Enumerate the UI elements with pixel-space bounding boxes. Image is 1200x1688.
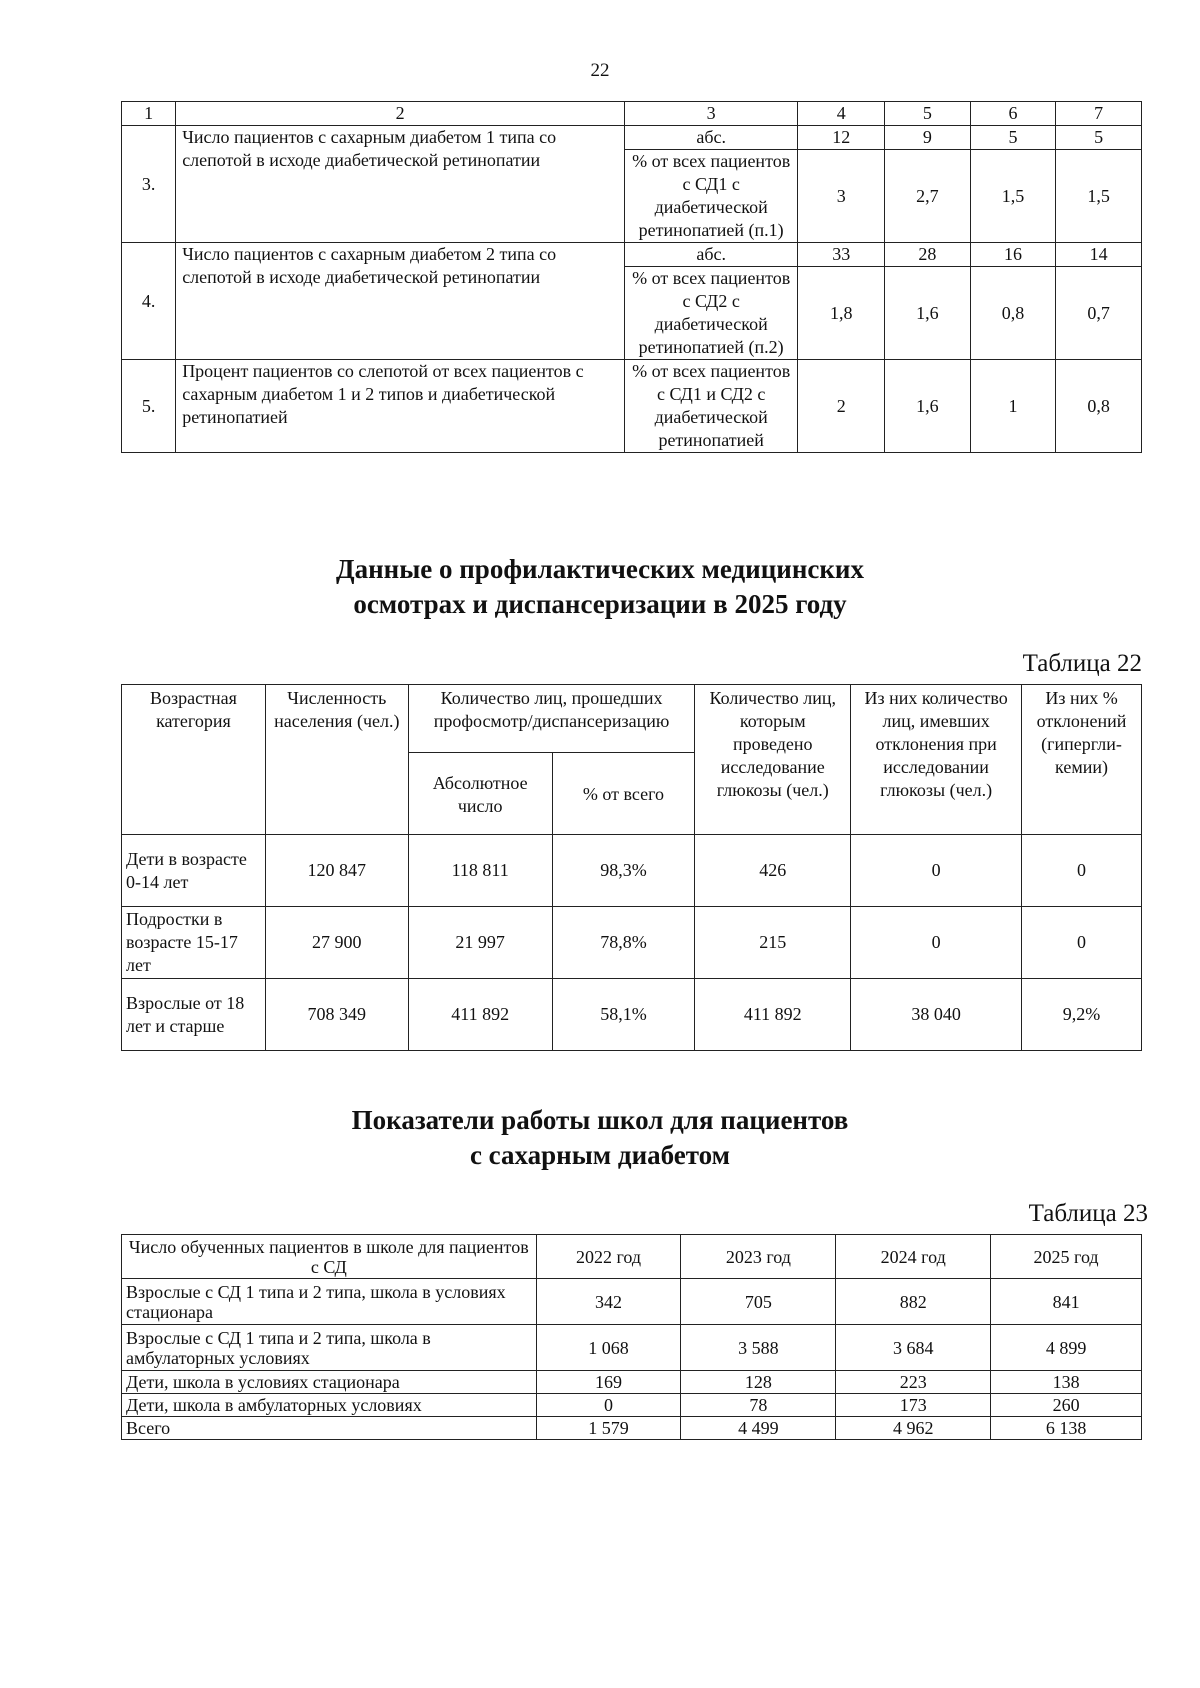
- value-cell: 260: [991, 1394, 1142, 1417]
- value-cell: 173: [836, 1394, 991, 1417]
- table-header-row: [122, 685, 1142, 753]
- value-cell: 882: [836, 1279, 991, 1325]
- value-cell: 58,1%: [552, 979, 695, 1051]
- row-label: Взрослые с СД 1 типа и 2 типа, школа в условиях стационара: [122, 1279, 537, 1325]
- value-cell: 2: [798, 360, 885, 453]
- value-cell: 2,7: [885, 150, 971, 243]
- value-cell: 841: [991, 1279, 1142, 1325]
- value-cell: 5: [970, 126, 1056, 150]
- column-number: 1: [122, 102, 176, 126]
- section-title-line: Данные о профилактических медицинских: [336, 554, 864, 584]
- value-cell: 78: [681, 1394, 836, 1417]
- value-cell: 705: [681, 1279, 836, 1325]
- value-cell: 5: [1056, 126, 1142, 150]
- value-cell: 1,6: [885, 267, 971, 360]
- table-label: Таблица 22: [1022, 650, 1142, 677]
- value-cell: 411 892: [408, 979, 552, 1051]
- value-cell: 27 900: [265, 907, 408, 979]
- table-row: [122, 907, 1142, 979]
- section-title: [0, 552, 1200, 622]
- column-number: 2: [176, 102, 625, 126]
- table-row: [122, 1394, 1142, 1417]
- table-row: [122, 1417, 1142, 1440]
- header-glucose: Количество лиц, которым проведено исследование глюкозы (чел.): [695, 685, 851, 835]
- header-age: Возрастная категория: [122, 685, 266, 835]
- value-cell: 426: [695, 835, 851, 907]
- unit-cell: абс.: [624, 126, 797, 150]
- value-cell: 9,2%: [1022, 979, 1142, 1051]
- table-header-row: [122, 102, 1142, 126]
- table-label: Таблица 23: [1028, 1200, 1148, 1227]
- column-number: 7: [1056, 102, 1142, 126]
- value-cell: 708 349: [265, 979, 408, 1051]
- value-cell: 0: [851, 907, 1022, 979]
- column-number: 5: [885, 102, 971, 126]
- header-passed-pct: % от всего: [552, 753, 695, 835]
- table-row: [122, 1279, 1142, 1325]
- value-cell: 98,3%: [552, 835, 695, 907]
- unit-cell: % от всех пациентов с СД1 и СД2 с диабетической ретинопатией: [624, 360, 797, 453]
- header-cell: Число обученных пациентов в школе для пациентов с СД: [122, 1235, 537, 1279]
- value-cell: 118 811: [408, 835, 552, 907]
- value-cell: 0: [536, 1394, 681, 1417]
- table-header-row: [122, 1235, 1142, 1279]
- value-cell: 78,8%: [552, 907, 695, 979]
- value-cell: 4 962: [836, 1417, 991, 1440]
- value-cell: 0,8: [970, 267, 1056, 360]
- table-row: [122, 1325, 1142, 1371]
- value-cell: 28: [885, 243, 971, 267]
- value-cell: 1,5: [970, 150, 1056, 243]
- value-cell: 0: [1022, 835, 1142, 907]
- value-cell: 3: [798, 150, 885, 243]
- value-cell: 223: [836, 1371, 991, 1394]
- header-deviations: Из них количество лиц, имевших отклонения при исследовании глюкозы (чел.): [851, 685, 1022, 835]
- unit-cell: % от всех пациентов с СД2 с диабетической ретинопатией (п.2): [624, 267, 797, 360]
- table-row: [122, 1371, 1142, 1394]
- row-number: 3.: [122, 126, 176, 243]
- checkup-table: [121, 684, 1142, 1051]
- value-cell: 14: [1056, 243, 1142, 267]
- header-passed: Количество лиц, прошедших профосмотр/диспансеризацию: [408, 685, 695, 753]
- section-title-line: осмотрах и диспансеризации в 2025 году: [353, 589, 847, 619]
- value-cell: 215: [695, 907, 851, 979]
- unit-cell: % от всех пациентов с СД1 с диабетической ретинопатией (п.1): [624, 150, 797, 243]
- value-cell: 138: [991, 1371, 1142, 1394]
- value-cell: 1 579: [536, 1417, 681, 1440]
- row-description: Число пациентов с сахарным диабетом 1 типа со слепотой в исходе диабетической ретинопатии: [176, 126, 625, 243]
- value-cell: 6 138: [991, 1417, 1142, 1440]
- section-title-line: с сахарным диабетом: [469, 1140, 731, 1170]
- column-number: 6: [970, 102, 1056, 126]
- column-number: 3: [624, 102, 797, 126]
- blindness-table: [121, 101, 1142, 453]
- header-cell: 2025 год: [991, 1235, 1142, 1279]
- row-number: 5.: [122, 360, 176, 453]
- table-row: [122, 360, 1142, 453]
- value-cell: 3 684: [836, 1325, 991, 1371]
- table-row: [122, 243, 1142, 267]
- value-cell: 169: [536, 1371, 681, 1394]
- header-cell: 2023 год: [681, 1235, 836, 1279]
- value-cell: 9: [885, 126, 971, 150]
- value-cell: 1,6: [885, 360, 971, 453]
- value-cell: 1,5: [1056, 150, 1142, 243]
- value-cell: 128: [681, 1371, 836, 1394]
- value-cell: 120 847: [265, 835, 408, 907]
- row-label: Всего: [122, 1417, 537, 1440]
- value-cell: 342: [536, 1279, 681, 1325]
- value-cell: 21 997: [408, 907, 552, 979]
- value-cell: 16: [970, 243, 1056, 267]
- category-cell: Дети в возрасте 0-14 лет: [122, 835, 266, 907]
- value-cell: 38 040: [851, 979, 1022, 1051]
- value-cell: 0: [851, 835, 1022, 907]
- value-cell: 0,8: [1056, 360, 1142, 453]
- row-description: Число пациентов с сахарным диабетом 2 типа со слепотой в исходе диабетической ретинопатии: [176, 243, 625, 360]
- row-description: Процент пациентов со слепотой от всех пациентов с сахарным диабетом 1 и 2 типов и диабетической ретинопатией: [176, 360, 625, 453]
- value-cell: 4 899: [991, 1325, 1142, 1371]
- schools-table: [121, 1234, 1142, 1440]
- header-cell: 2022 год: [536, 1235, 681, 1279]
- page-number: 22: [590, 60, 610, 81]
- table-row: [122, 979, 1142, 1051]
- value-cell: 411 892: [695, 979, 851, 1051]
- row-label: Дети, школа в амбулаторных условиях: [122, 1394, 537, 1417]
- row-label: Взрослые с СД 1 типа и 2 типа, школа в амбулаторных условиях: [122, 1325, 537, 1371]
- section-title: [0, 1103, 1200, 1173]
- value-cell: 0: [1022, 907, 1142, 979]
- value-cell: 1: [970, 360, 1056, 453]
- row-number: 4.: [122, 243, 176, 360]
- table-row: [122, 835, 1142, 907]
- value-cell: 33: [798, 243, 885, 267]
- table-row: [122, 126, 1142, 150]
- header-deviations-pct: Из них % отклонений (гипергли-кемии): [1022, 685, 1142, 835]
- value-cell: 3 588: [681, 1325, 836, 1371]
- row-label: Дети, школа в условиях стационара: [122, 1371, 537, 1394]
- value-cell: 4 499: [681, 1417, 836, 1440]
- header-cell: 2024 год: [836, 1235, 991, 1279]
- value-cell: 1 068: [536, 1325, 681, 1371]
- value-cell: 1,8: [798, 267, 885, 360]
- unit-cell: абс.: [624, 243, 797, 267]
- value-cell: 12: [798, 126, 885, 150]
- column-number: 4: [798, 102, 885, 126]
- category-cell: Подростки в возрасте 15-17 лет: [122, 907, 266, 979]
- header-population: Численность населения (чел.): [265, 685, 408, 835]
- value-cell: 0,7: [1056, 267, 1142, 360]
- section-title-line: Показатели работы школ для пациентов: [351, 1105, 849, 1135]
- header-passed-abs: Абсолютное число: [408, 753, 552, 835]
- category-cell: Взрослые от 18 лет и старше: [122, 979, 266, 1051]
